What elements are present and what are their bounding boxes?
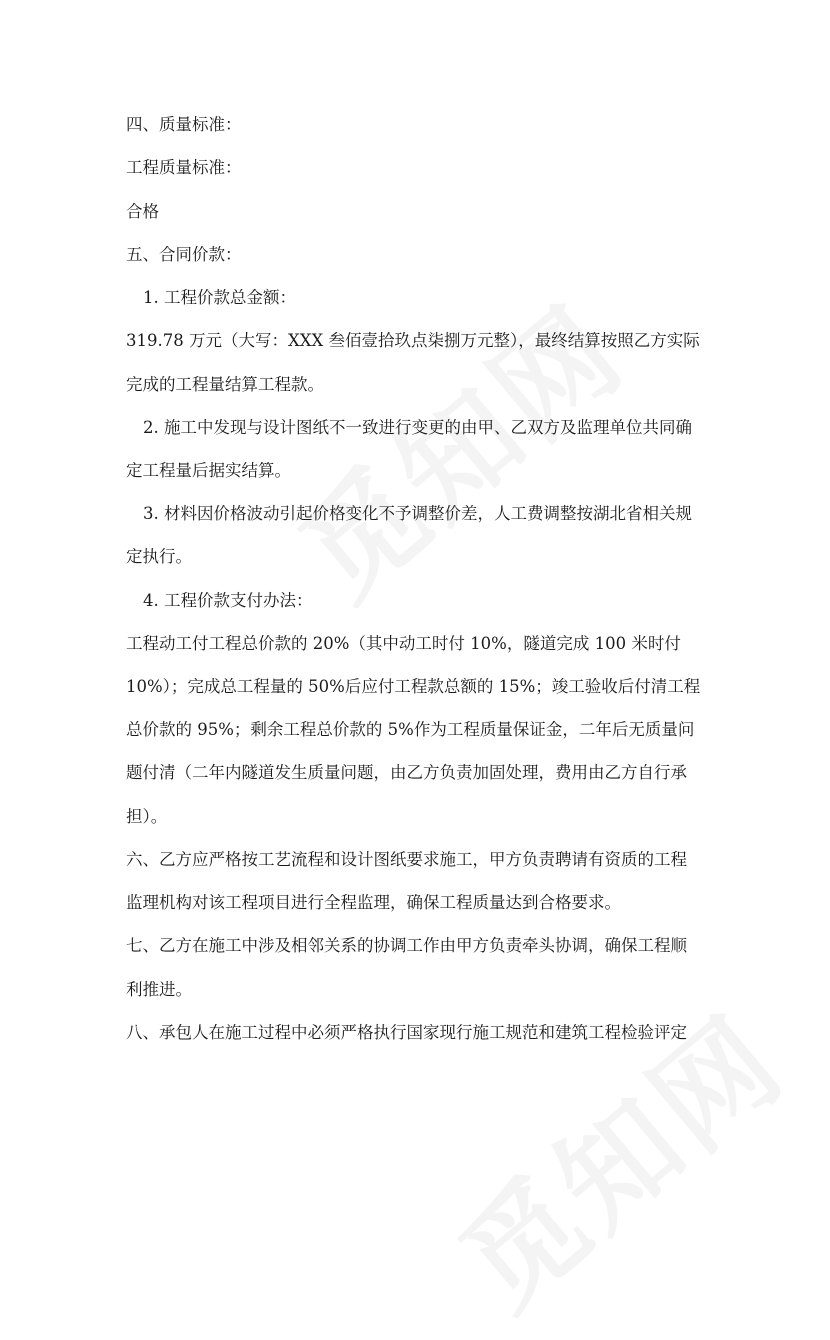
section-heading-quality: 四、质量标准： (126, 115, 242, 134)
paragraph-line: 利推进。 (126, 980, 192, 999)
paragraph-line: 319.78 万元（大写：XXX 叁佰壹拾玖点柒捌万元整），最终结算按照乙方实际 (126, 331, 700, 350)
list-item-4: 4. 工程价款支付办法： (143, 591, 313, 610)
paragraph-line: 工程质量标准： (126, 158, 242, 177)
paragraph-line: 工程动工付工程总价款的 20%（其中动工时付 10%，隧道完成 100 米时付 (126, 634, 681, 653)
section-heading-six: 六、乙方应严格按工艺流程和设计图纸要求施工，甲方负责聘请有资质的工程 (126, 850, 687, 869)
paragraph-line: 题付清（二年内隧道发生质量问题，由乙方负责加固处理，费用由乙方自行承 (126, 763, 687, 782)
paragraph-line: 总价款的 95%；剩余工程总价款的 5%作为工程质量保证金，二年后无质量问 (126, 720, 695, 739)
section-heading-eight: 八、承包人在施工过程中必须严格执行国家现行施工规范和建筑工程检验评定 (126, 1023, 687, 1042)
watermark (259, 260, 653, 629)
list-item-2: 2. 施工中发现与设计图纸不一致进行变更的由甲、乙双方及监理单位共同确 (143, 418, 692, 437)
paragraph-line: 10%）；完成总工程量的 50%后应付工程款总额的 15%；竣工验收后付清工程 (126, 677, 701, 696)
paragraph-line: 监理机构对该工程项目进行全程监理，确保工程质量达到合格要求。 (126, 893, 621, 912)
list-item-1: 1. 工程价款总金额： (143, 288, 296, 307)
paragraph-line: 定工程量后据实结算。 (126, 461, 291, 480)
paragraph-line: 定执行。 (126, 547, 192, 566)
section-heading-seven: 七、乙方在施工中涉及相邻关系的协调工作由甲方负责牵头协调，确保工程顺 (126, 936, 687, 955)
paragraph-line: 担）。 (126, 807, 168, 826)
paragraph-line: 完成的工程量结算工程款。 (126, 375, 324, 394)
list-item-3: 3. 材料因价格波动引起价格变化不予调整价差，人工费调整按湖北省相关规 (143, 504, 692, 523)
section-heading-price: 五、合同价款： (126, 245, 242, 264)
paragraph-line: 合格 (126, 202, 159, 221)
